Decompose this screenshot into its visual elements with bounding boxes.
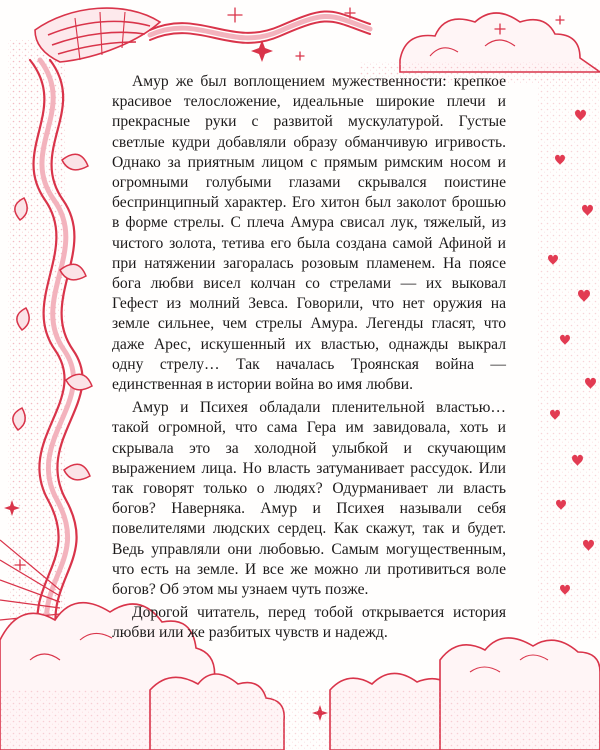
paragraph-2: Амур и Психея обладали пленительной властью… такой огромной, что сама Гера им завидовала, хоть и скрывала это за холодной улыбкой и скучающим выражением лица. Но власть затуманивает рассудок. Или так говорят только о людях? Одурманивает ли власть богов? Наверняка. Амур и Психея называли себя повелителями людских сердец. Как скажут, так и будет. Ведь управляли они любовью. Самым могущественным, что есть на земле. И все же можно ли противиться воле богов? Об этом мы узнаем чуть позже.	[112, 399, 506, 599]
page-text	[112, 72, 506, 647]
paragraph-1: Амур же был воплощением мужественности: крепкое красивое телосложение, идеальные широкие плечи и прекрасные руки с развитой мускулатурой. Густые светлые кудри добавляли образу обманчивую игривость. Однако за приятным лицом с прямым римским носом и огромными голубыми глазами скрывался поистине беспринципный характер. Его хитон был заколот брошью в форме стрелы. С плеча Амура свисал лук, тяжелый, из чистого золота, тетива его была создана самой Афиной и при натяжении загоралась розовым пламенем. На поясе бога любви висел колчан со стрелами — их выковал Гефест из молний Зевса. Говорили, что нет оружия на земле сильнее, чем стрелы Амура. Легенды гласят, что даже Арес, искушенный их властью, однажды выкрал одну стрелу… Так началась Троянская война — единственная в истории война во имя любви.	[112, 73, 506, 394]
top-ribbon	[150, 11, 370, 42]
bottom-stipple	[0, 690, 600, 750]
paragraph-3: Дорогой читатель, перед тобой открывается история любви или же разбитых чувств и надежд.	[112, 604, 506, 642]
wing-icon	[35, 8, 160, 62]
right-stipple-band	[538, 80, 600, 640]
